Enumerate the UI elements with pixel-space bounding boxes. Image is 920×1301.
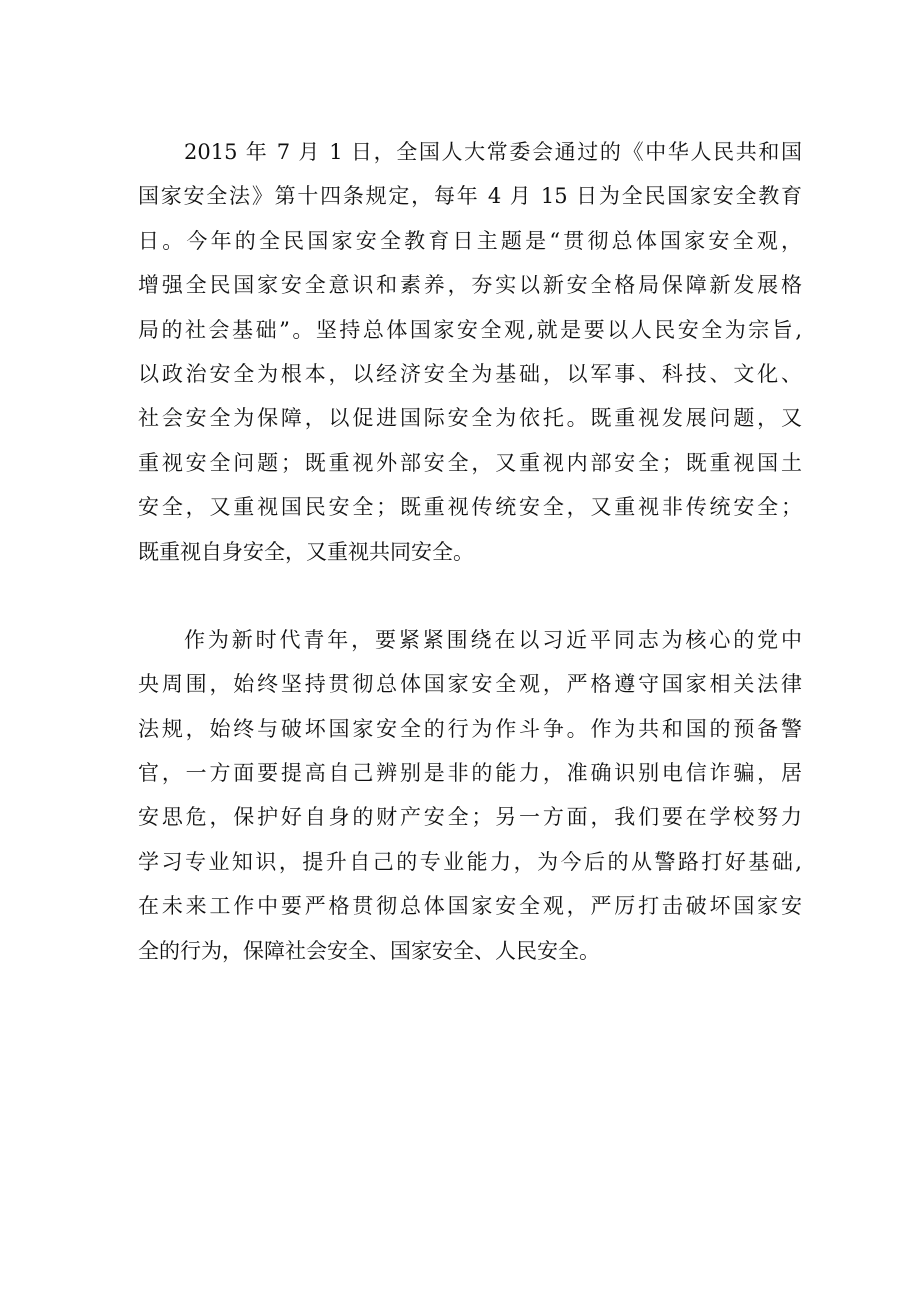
text-line: 2015 年 7 月 1 日，全国人大常委会通过的《中华人民共和国	[184, 140, 802, 164]
text-line: 央周围，始终坚持贯彻总体国家安全观，严格遵守国家相关法律	[138, 672, 802, 697]
paragraph-1	[138, 130, 802, 574]
text-line: 日。今年的全民国家安全教育日主题是“贯彻总体国家安全观，	[138, 228, 802, 253]
text-line: 增强全民国家安全意识和素养，夯实以新安全格局保障新发展格	[138, 273, 802, 298]
text-line: 安思危，保护好自身的财产安全；另一方面，我们要在学校努力	[138, 805, 802, 830]
text-line: 法规，始终与破坏国家安全的行为作斗争。作为共和国的预备警	[138, 716, 802, 741]
text-line: 既重视自身安全，又重视共同安全。	[138, 539, 474, 564]
text-line: 重视安全问题；既重视外部安全，又重视内部安全；既重视国土	[138, 450, 802, 475]
text-line: 国家安全法》第十四条规定，每年 4 月 15 日为全民国家安全教育	[138, 184, 802, 209]
text-line: 全的行为，保障社会安全、国家安全、人民安全。	[138, 938, 600, 963]
text-line: 安全，又重视国民安全；既重视传统安全，又重视非传统安全；	[138, 495, 802, 520]
text-line: 在未来工作中要严格贯彻总体国家安全观，严厉打击破坏国家安	[138, 894, 802, 919]
text-line: 社会安全为保障，以促进国际安全为依托。既重视发展问题，又	[138, 406, 802, 431]
text-line: 以政治安全为根本，以经济安全为基础，以军事、科技、文化、	[138, 361, 802, 386]
document-body	[138, 130, 802, 973]
text-line: 作为新时代青年，要紧紧围绕在以习近平同志为核心的党中	[184, 627, 802, 652]
text-line: 学习专业知识，提升自己的专业能力，为今后的从警路打好基础,	[138, 849, 802, 874]
paragraph-2	[138, 618, 802, 973]
text-line: 局的社会基础”。坚持总体国家安全观,就是要以人民安全为宗旨,	[138, 317, 802, 342]
text-line: 官，一方面要提高自己辨别是非的能力，准确识别电信诈骗，居	[138, 761, 802, 786]
paragraph-spacer	[138, 574, 802, 618]
